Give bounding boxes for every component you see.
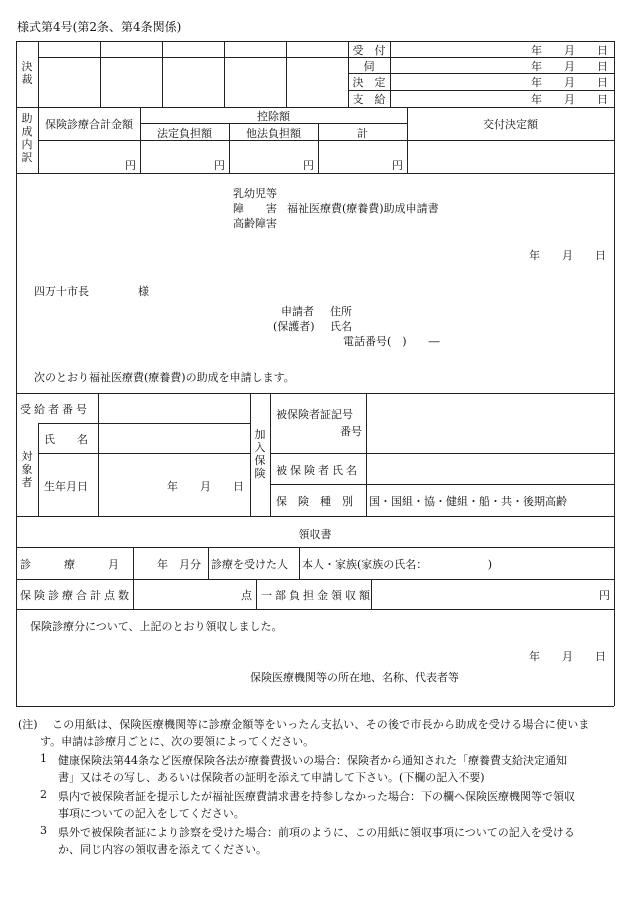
- statutory-label: 法定負担額: [157, 127, 212, 140]
- note-item-number: 2: [40, 788, 47, 801]
- insurance-type-label: 保 険 種 別: [276, 495, 353, 508]
- kessai-stamp-line: [38, 57, 348, 58]
- copay-unit: 円: [599, 589, 610, 602]
- insurance-total-label: 保険診療合計金額: [45, 118, 133, 131]
- kessai-col-line: [162, 41, 163, 107]
- phone-label: 電話番号( ) ―: [343, 335, 440, 348]
- kessai-col-line: [348, 41, 349, 107]
- breakdown-col-line: [318, 123, 319, 173]
- insured-name-field[interactable]: [370, 462, 610, 478]
- yen-unit: 円: [214, 159, 225, 172]
- kessai-col-line: [224, 41, 225, 107]
- recipient-number-field[interactable]: [102, 401, 246, 417]
- receipt-col-line: [256, 579, 257, 609]
- notes-intro-2: す。申請は診療月ごとに、次の要領によってください。: [40, 735, 315, 748]
- note-item-number: 3: [40, 824, 47, 837]
- yen-unit: 円: [125, 159, 136, 172]
- recipient-line: [38, 423, 250, 424]
- request-statement: 次のとおり福祉医療費(療養費)の助成を申請します。: [34, 371, 295, 384]
- address-label: 住所: [330, 305, 352, 318]
- kessai-col-line: [100, 41, 101, 107]
- section-divider: [16, 173, 614, 174]
- receipt-line: [16, 579, 614, 580]
- birth-date-field[interactable]: 年 月 日: [167, 480, 244, 493]
- recipient-col-line: [250, 393, 251, 516]
- receipt-col-line: [299, 547, 300, 579]
- treatment-month-label: 診 療 月: [20, 558, 119, 571]
- addressee: 四万十市長: [34, 285, 89, 298]
- subject-name-label: 氏 名: [44, 433, 88, 446]
- copay-label: 一部負担金領収額: [261, 589, 373, 602]
- kessai-col-line: [286, 41, 287, 107]
- breakdown-side-label: 助成内訳: [21, 112, 33, 164]
- document-title: 福祉医療費(療養費)助成申請書: [287, 202, 439, 215]
- insurance-type-options[interactable]: 国・国組・協・健組・船・共・後期高齢: [369, 495, 567, 508]
- kessai-date-field[interactable]: 年 月 日: [531, 60, 608, 73]
- note-item-1-cont: 書」又はその写し、あるいは保険者の証明を添えて申請して下さい。(下欄の記入不要): [58, 771, 485, 784]
- insurance-line: [270, 484, 614, 485]
- kessai-row-label: 決 定: [352, 76, 386, 89]
- subject-label: 対象者: [21, 450, 33, 489]
- notes-intro-1: この用紙は、保険医療機関等に診療金額等をいったん支払い、その後で市長から助成を受ける場合に使いま: [52, 718, 590, 731]
- treatment-month-field[interactable]: 年 月分: [157, 558, 201, 571]
- receipt-statement: 保険診療分について、上記のとおり領収しました。: [30, 620, 283, 633]
- card-number-label: 被保険者証記号: [276, 408, 353, 421]
- note-item-3-cont: か、同じ内容の領収書を添えてください。: [58, 843, 267, 856]
- title-line-1: 乳幼児等: [233, 187, 277, 200]
- frame-bottom: [16, 706, 614, 707]
- title-line-3: 高齢障害: [233, 217, 277, 230]
- deduction-label: 控除額: [257, 110, 290, 123]
- form-number: 様式第4号(第2条、第4条関係): [17, 20, 182, 34]
- note-item-3: 県外で被保険者証により診察を受けた場合：前項のように、この用紙に領収事項についての記入を受ける: [58, 826, 575, 839]
- note-item-2: 県内で被保険者証を提示したが福祉医療費請求書を持参しなかった場合：下の欄へ保険医療機関等で領収: [58, 790, 575, 803]
- kessai-label: 決裁: [21, 60, 33, 86]
- grant-decision-label: 交付決定額: [483, 118, 538, 131]
- section-divider: [16, 393, 614, 394]
- title-line-2a: 障 害: [233, 202, 277, 215]
- receipt-col-line: [208, 547, 209, 579]
- kessai-col-line: [390, 41, 391, 107]
- other-law-label: 他法負担額: [246, 127, 301, 140]
- recipient-line: [38, 453, 250, 454]
- breakdown-col-line: [229, 123, 230, 173]
- kessai-row-label: 受 付: [352, 44, 386, 57]
- kessai-row-label: 伺: [363, 60, 375, 73]
- name-label: 氏名: [330, 320, 352, 333]
- breakdown-col-line: [407, 107, 408, 173]
- patient-label: 診療を受けた人: [211, 558, 288, 571]
- subject-name-field[interactable]: [102, 431, 246, 447]
- receipt-title: 領収書: [298, 528, 332, 541]
- guardian-label: (保護者): [273, 320, 315, 333]
- insurance-col-line: [270, 393, 271, 516]
- receipt-date[interactable]: 年 月 日: [529, 650, 606, 663]
- recipient-col-line: [98, 393, 99, 516]
- yen-unit: 円: [303, 159, 314, 172]
- card-number-label-2: 番号: [340, 425, 362, 438]
- frame-left: [16, 41, 17, 706]
- points-label: 保険診療合計点数: [20, 589, 132, 602]
- note-item-1: 健康保険法第44条など医療保険各法が療養費扱いの場合：保険者から通知された「療養費支給決定通知: [58, 754, 567, 767]
- kessai-row-label: 支 給: [352, 93, 386, 106]
- receipt-col-line: [133, 547, 134, 609]
- note-item-2-cont: 事項についての記入をしてください。: [58, 807, 245, 820]
- insurance-col-line: [366, 393, 367, 516]
- card-number-field[interactable]: [370, 410, 610, 426]
- birth-date-label: 生年月日: [44, 480, 88, 493]
- kessai-date-field[interactable]: 年 月 日: [531, 76, 608, 89]
- note-item-number: 1: [40, 752, 47, 765]
- breakdown-col-line: [140, 107, 141, 173]
- receipt-line: [16, 547, 614, 548]
- receipt-line: [16, 609, 614, 610]
- kessai-date-field[interactable]: 年 月 日: [531, 44, 608, 57]
- recipient-number-label: 受給者番号: [20, 403, 90, 416]
- institution-label: 保険医療機関等の所在地、名称、代表者等: [250, 671, 459, 684]
- section-divider: [16, 516, 614, 517]
- breakdown-col-line: [38, 107, 39, 173]
- notes-marker: (注): [18, 718, 38, 731]
- frame-right: [614, 41, 615, 706]
- patient-field[interactable]: 本人・家族(家族の氏名： ): [302, 558, 493, 571]
- insured-name-label: 被保険者氏名: [276, 464, 360, 477]
- points-unit: 点: [241, 589, 252, 602]
- insurance-side-label: 加入保険: [254, 428, 266, 480]
- subtotal-label: 計: [357, 127, 368, 140]
- recipient-col-line: [38, 423, 39, 516]
- applicant-label: 申請者: [281, 305, 314, 318]
- honorific: 様: [138, 285, 149, 298]
- yen-unit: 円: [392, 159, 403, 172]
- kessai-col-line: [38, 41, 39, 107]
- insurance-line: [270, 453, 614, 454]
- kessai-date-field[interactable]: 年 月 日: [531, 93, 608, 106]
- application-date[interactable]: 年 月 日: [529, 249, 606, 262]
